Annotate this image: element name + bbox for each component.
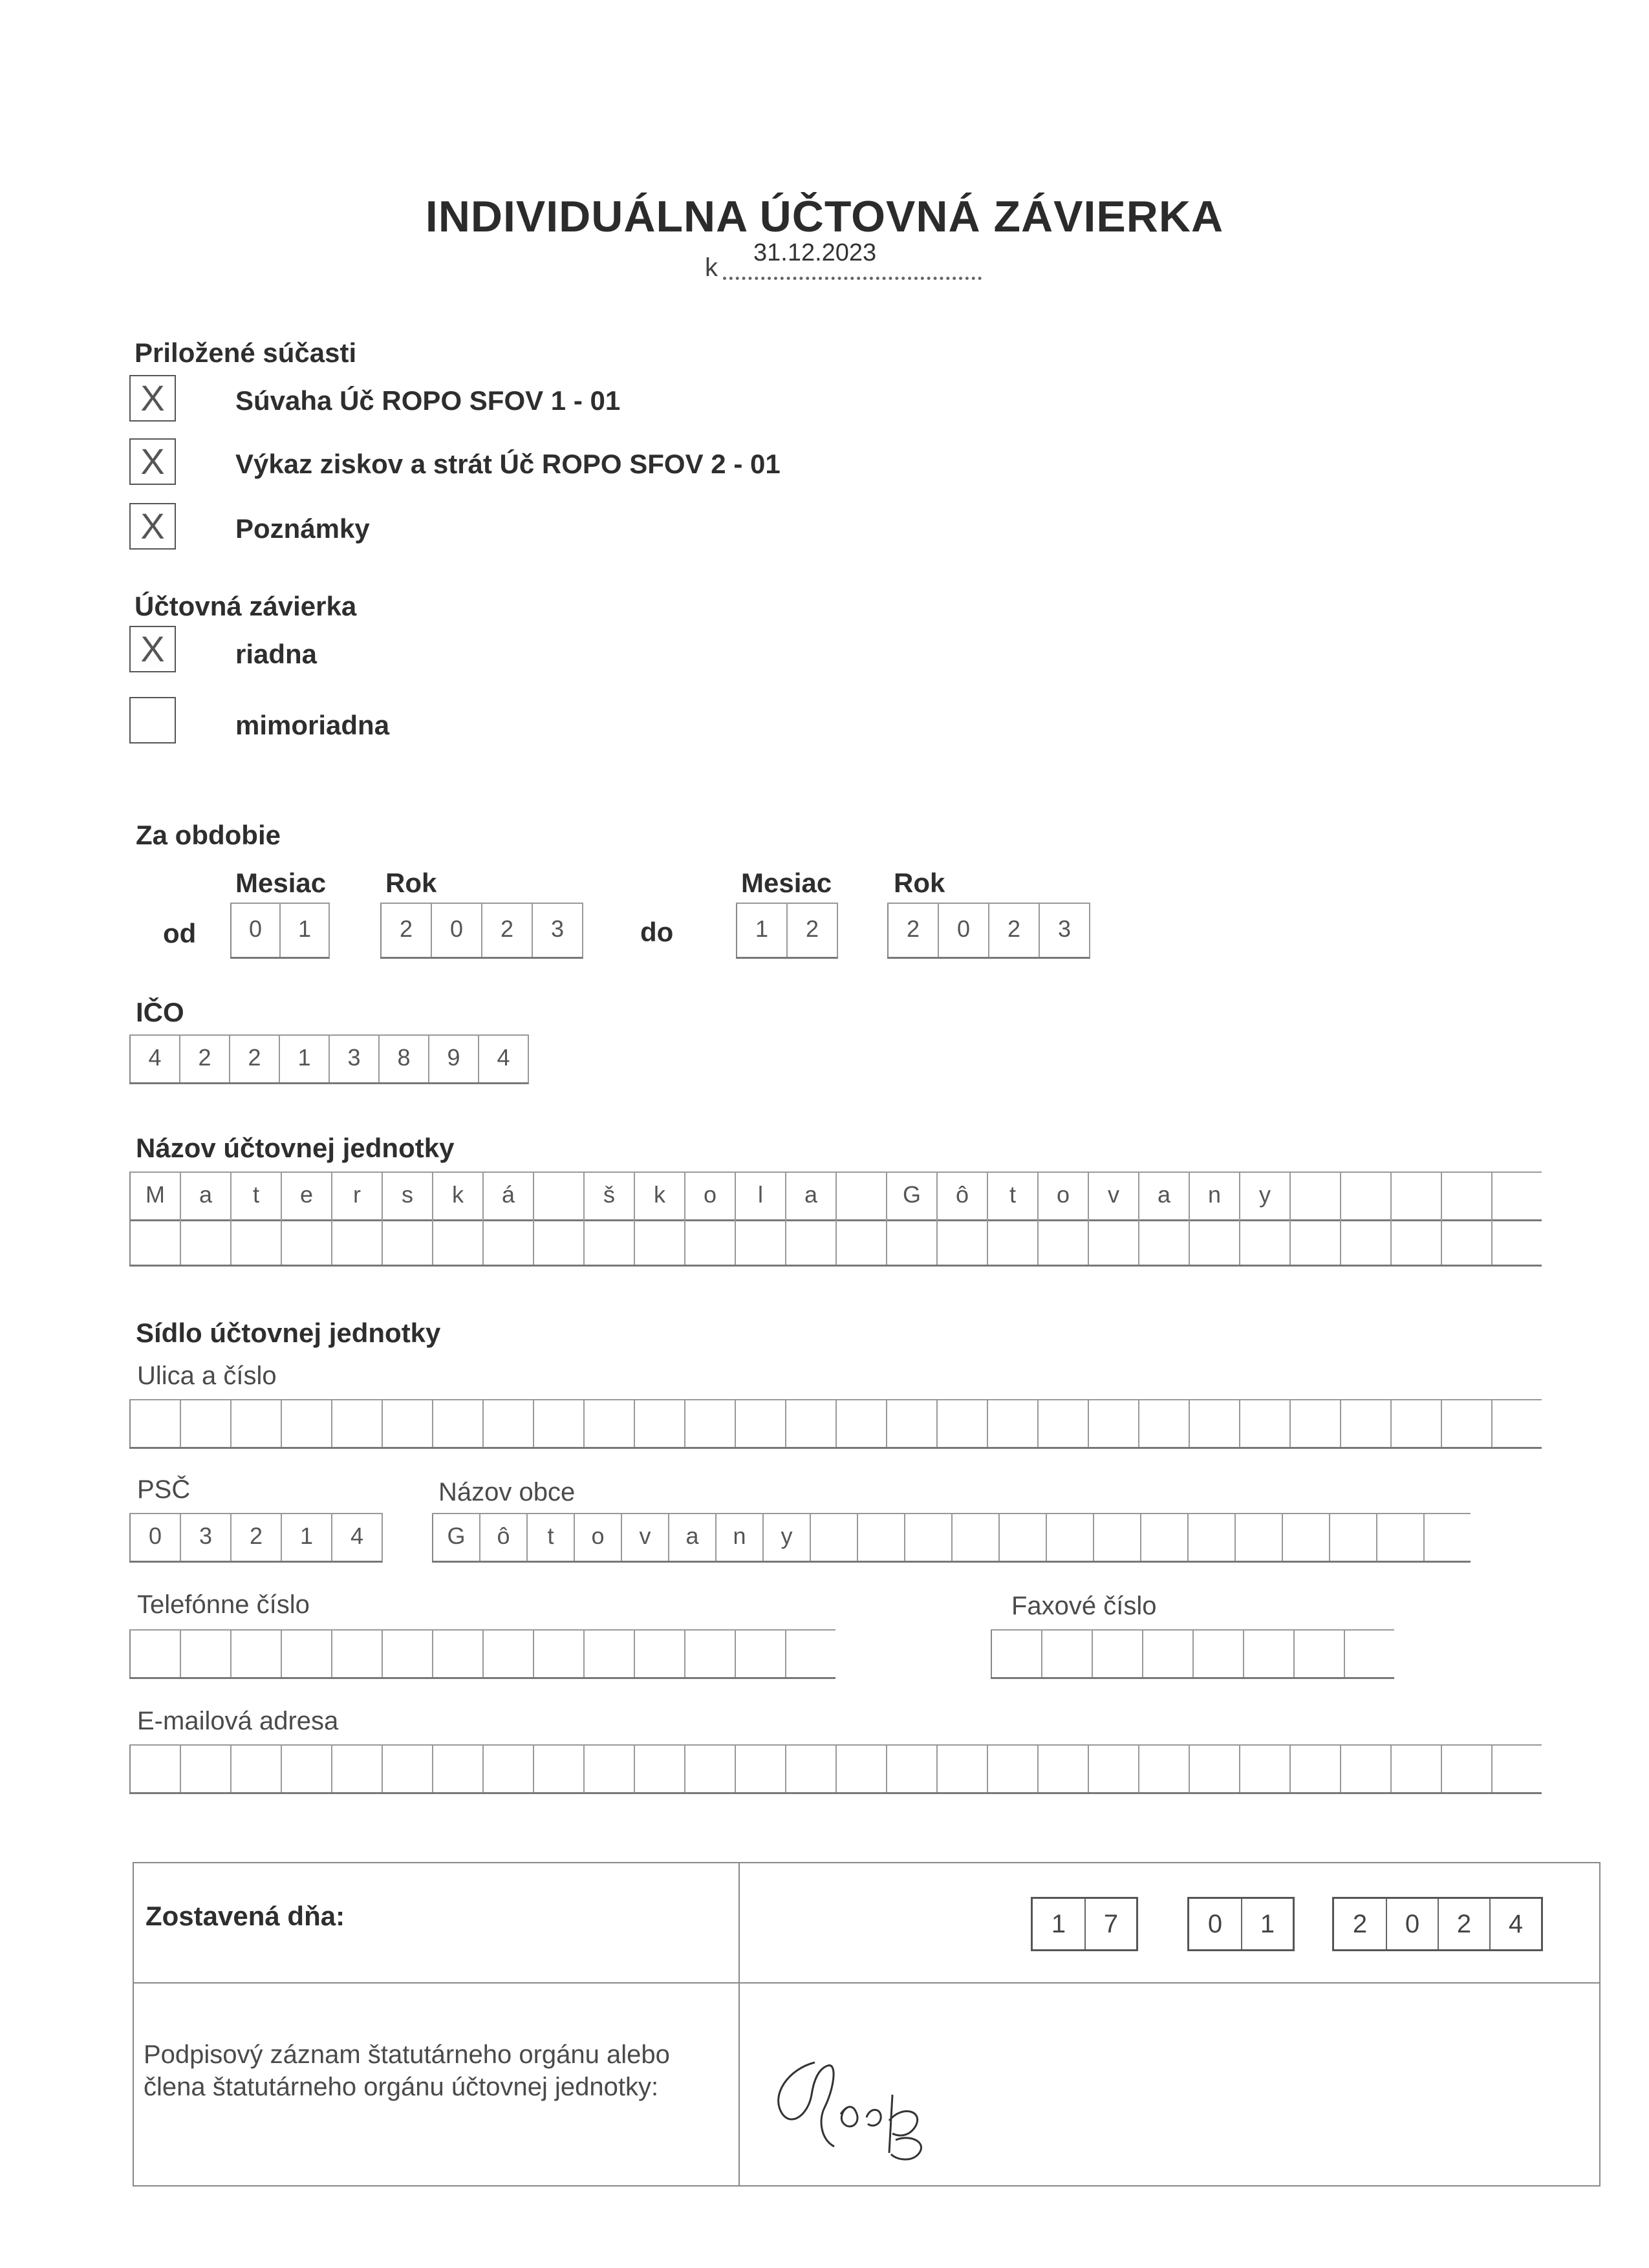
char-cell <box>1138 1400 1189 1447</box>
digit-cell: 3 <box>532 904 582 957</box>
char-cell: k <box>432 1173 482 1219</box>
char-cell <box>1491 1400 1542 1447</box>
fax-field[interactable] <box>991 1629 1394 1679</box>
char-cell <box>835 1746 886 1792</box>
char-cell <box>382 1746 432 1792</box>
footer-table-row-divider <box>133 1982 1600 1984</box>
char-cell <box>1037 1400 1088 1447</box>
char-cell <box>1189 1219 1239 1265</box>
char-cell <box>533 1746 583 1792</box>
digit-cell: 0 <box>1386 1899 1438 1949</box>
char-cell <box>886 1746 936 1792</box>
char-cell <box>331 1746 382 1792</box>
char-cell: á <box>482 1173 533 1219</box>
compiled-year[interactable] <box>1332 1897 1543 1951</box>
char-cell <box>1046 1514 1093 1561</box>
char-cell <box>1340 1173 1390 1219</box>
signature-image <box>763 2043 983 2172</box>
char-cell <box>936 1400 987 1447</box>
digit-cell: 0 <box>1207 1910 1223 1938</box>
period-to-month-label: Mesiac <box>741 868 832 898</box>
char-cell <box>583 1746 634 1792</box>
phone-field[interactable] <box>129 1629 835 1679</box>
char-cell <box>1423 1514 1471 1561</box>
closing-label-extraordinary: mimoriadna <box>235 710 390 740</box>
char-cell <box>1340 1400 1390 1447</box>
char-cell <box>331 1400 382 1447</box>
char-cell <box>1329 1514 1376 1561</box>
char-cell <box>1293 1631 1344 1677</box>
street-field[interactable] <box>129 1399 1542 1449</box>
char-cell: o <box>574 1514 621 1561</box>
char-cell: š <box>583 1173 634 1219</box>
char-cell: y <box>1239 1173 1289 1219</box>
char-cell <box>382 1631 432 1677</box>
char-cell <box>1289 1219 1340 1265</box>
char-cell: k <box>634 1173 684 1219</box>
digit-cell: 0 <box>230 904 279 957</box>
char-cell: 1 <box>281 1514 331 1561</box>
char-cell <box>1340 1219 1390 1265</box>
char-cell: 0 <box>129 1514 180 1561</box>
char-cell <box>835 1400 886 1447</box>
entity-name-row-1[interactable] <box>129 1171 1542 1221</box>
char-cell <box>785 1219 835 1265</box>
char-cell <box>1344 1631 1394 1677</box>
digit-cell: 2 <box>1352 1910 1368 1938</box>
char-cell <box>583 1400 634 1447</box>
char-cell: t <box>230 1173 281 1219</box>
char-cell <box>432 1746 482 1792</box>
char-cell: 4 <box>331 1514 382 1561</box>
char-cell <box>1390 1219 1441 1265</box>
psc-label: PSČ <box>137 1475 191 1504</box>
digit-cell: 0 <box>431 904 481 957</box>
char-cell <box>482 1400 533 1447</box>
period-to-month[interactable] <box>736 903 838 959</box>
char-cell <box>1282 1514 1329 1561</box>
char-cell: t <box>987 1173 1037 1219</box>
digit-cell: 3 <box>1039 904 1089 957</box>
char-cell <box>684 1746 735 1792</box>
period-to-year[interactable] <box>887 903 1090 959</box>
char-cell <box>886 1219 936 1265</box>
char-cell <box>432 1631 482 1677</box>
char-cell <box>886 1400 936 1447</box>
char-cell <box>735 1400 785 1447</box>
char-cell <box>735 1219 785 1265</box>
char-cell: a <box>785 1173 835 1219</box>
char-cell <box>1239 1400 1289 1447</box>
digit-cell: 4 <box>478 1036 528 1082</box>
char-cell <box>129 1400 180 1447</box>
digit-cell: 4 <box>129 1036 179 1082</box>
char-cell <box>1390 1400 1441 1447</box>
char-cell <box>129 1746 180 1792</box>
char-cell <box>382 1219 432 1265</box>
char-cell <box>1093 1514 1140 1561</box>
char-cell: y <box>762 1514 810 1561</box>
char-cell <box>1140 1514 1187 1561</box>
digit-cell: 1 <box>736 904 786 957</box>
char-cell <box>684 1219 735 1265</box>
digit-cell: 4 <box>1489 1899 1541 1949</box>
char-cell <box>1289 1173 1340 1219</box>
digit-cell: 2 <box>988 904 1039 957</box>
period-to-label: do <box>640 917 674 947</box>
digit-cell: 1 <box>279 904 329 957</box>
char-cell: G <box>432 1514 479 1561</box>
digit-cell: 1 <box>1051 1910 1066 1938</box>
char-cell <box>533 1400 583 1447</box>
char-cell <box>230 1631 281 1677</box>
street-label: Ulica a číslo <box>137 1362 277 1390</box>
closing-date-value[interactable]: 31.12.2023 <box>753 239 877 266</box>
char-cell <box>634 1219 684 1265</box>
char-cell <box>1138 1219 1189 1265</box>
char-cell <box>1289 1400 1340 1447</box>
period-from-label: od <box>163 918 197 948</box>
char-cell <box>1441 1219 1491 1265</box>
char-cell <box>810 1514 857 1561</box>
char-cell <box>533 1219 583 1265</box>
char-cell <box>583 1631 634 1677</box>
char-cell: n <box>1189 1173 1239 1219</box>
entity-name-row-2[interactable] <box>129 1219 1542 1267</box>
char-cell: a <box>180 1173 230 1219</box>
char-cell <box>987 1219 1037 1265</box>
attachment-checkbox-notes[interactable]: X <box>129 503 176 550</box>
date-dotted-line <box>723 277 982 280</box>
char-cell <box>684 1400 735 1447</box>
char-cell <box>1243 1631 1293 1677</box>
char-cell <box>951 1514 998 1561</box>
char-cell: 3 <box>180 1514 230 1561</box>
attachment-label-income-statement: Výkaz ziskov a strát Úč ROPO SFOV 2 - 01 <box>235 449 781 479</box>
char-cell <box>634 1631 684 1677</box>
char-cell <box>785 1631 835 1677</box>
digit-cell: 2 <box>380 904 431 957</box>
char-cell <box>1037 1746 1088 1792</box>
char-cell: v <box>1088 1173 1138 1219</box>
char-cell <box>1192 1631 1243 1677</box>
compiled-month[interactable] <box>1187 1897 1295 1951</box>
char-cell <box>180 1631 230 1677</box>
digit-cell: 8 <box>378 1036 428 1082</box>
city-field[interactable] <box>432 1513 1471 1563</box>
char-cell <box>1390 1173 1441 1219</box>
char-cell <box>634 1746 684 1792</box>
char-cell <box>1088 1746 1138 1792</box>
char-cell <box>1390 1746 1441 1792</box>
period-to-year-label: Rok <box>894 868 945 898</box>
char-cell <box>987 1746 1037 1792</box>
compiled-day[interactable] <box>1031 1897 1138 1951</box>
char-cell <box>1189 1400 1239 1447</box>
char-cell <box>1376 1514 1423 1561</box>
signature-label-line-1: Podpisový záznam štatutárneho orgánu alebo <box>144 2040 670 2069</box>
char-cell <box>482 1746 533 1792</box>
char-cell <box>1041 1631 1092 1677</box>
email-field[interactable] <box>129 1744 1542 1794</box>
char-cell <box>785 1746 835 1792</box>
char-cell <box>1289 1746 1340 1792</box>
char-cell <box>129 1219 180 1265</box>
char-cell <box>129 1631 180 1677</box>
char-cell <box>1491 1746 1542 1792</box>
digit-cell: 1 <box>279 1036 329 1082</box>
char-cell <box>281 1219 331 1265</box>
char-cell <box>1088 1400 1138 1447</box>
digit-cell: 2 <box>481 904 532 957</box>
char-cell <box>180 1400 230 1447</box>
char-cell: e <box>281 1173 331 1219</box>
ico-field[interactable] <box>129 1034 529 1084</box>
char-cell <box>180 1219 230 1265</box>
compiled-date-label: Zostavená dňa: <box>146 1901 345 1931</box>
char-cell: a <box>1138 1173 1189 1219</box>
char-cell: t <box>526 1514 574 1561</box>
char-cell <box>998 1514 1046 1561</box>
closing-type-heading: Účtovná závierka <box>135 591 357 621</box>
char-cell: n <box>715 1514 762 1561</box>
char-cell: ô <box>936 1173 987 1219</box>
char-cell <box>857 1514 904 1561</box>
char-cell <box>230 1219 281 1265</box>
page-title: INDIVIDUÁLNA ÚČTOVNÁ ZÁVIERKA <box>425 192 1224 241</box>
digit-cell: 3 <box>329 1036 378 1082</box>
char-cell <box>1239 1746 1289 1792</box>
period-from-month-label: Mesiac <box>235 868 327 898</box>
char-cell <box>1088 1219 1138 1265</box>
char-cell <box>1138 1746 1189 1792</box>
digit-cell: 2 <box>786 904 837 957</box>
char-cell <box>634 1400 684 1447</box>
char-cell <box>1037 1219 1088 1265</box>
char-cell <box>735 1631 785 1677</box>
attachment-checkbox-balance-sheet[interactable]: X <box>129 375 176 422</box>
char-cell <box>1092 1631 1142 1677</box>
char-cell <box>1491 1219 1542 1265</box>
digit-cell: 1 <box>1241 1899 1293 1949</box>
attachment-label-notes: Poznámky <box>235 513 370 544</box>
digit-cell: 7 <box>1084 1899 1136 1949</box>
char-cell <box>533 1631 583 1677</box>
char-cell: o <box>1037 1173 1088 1219</box>
digit-cell: 2 <box>179 1036 229 1082</box>
char-cell: a <box>668 1514 715 1561</box>
char-cell <box>432 1219 482 1265</box>
char-cell: M <box>129 1173 180 1219</box>
char-cell <box>281 1400 331 1447</box>
char-cell <box>281 1746 331 1792</box>
char-cell <box>991 1631 1041 1677</box>
footer-table-divider <box>738 1862 740 2187</box>
phone-label: Telefónne číslo <box>137 1590 310 1619</box>
char-cell <box>1187 1514 1234 1561</box>
entity-name-label: Názov účtovnej jednotky <box>136 1133 455 1163</box>
char-cell <box>533 1173 583 1219</box>
address-heading: Sídlo účtovnej jednotky <box>136 1318 441 1348</box>
char-cell <box>1491 1173 1542 1219</box>
char-cell <box>1234 1514 1282 1561</box>
date-prefix: k <box>705 253 718 282</box>
char-cell: G <box>886 1173 936 1219</box>
period-from-year-label: Rok <box>385 868 437 898</box>
char-cell <box>230 1400 281 1447</box>
char-cell <box>281 1631 331 1677</box>
signature-label-line-2: člena štatutárneho orgánu účtovnej jednotky: <box>144 2073 659 2101</box>
char-cell <box>1441 1400 1491 1447</box>
char-cell <box>835 1173 886 1219</box>
char-cell <box>785 1400 835 1447</box>
closing-checkbox-regular[interactable]: X <box>129 626 176 672</box>
city-label: Názov obce <box>438 1478 576 1506</box>
period-from-month[interactable] <box>230 903 330 959</box>
char-cell: r <box>331 1173 382 1219</box>
digit-cell: 9 <box>428 1036 478 1082</box>
psc-field[interactable] <box>129 1513 383 1563</box>
digit-cell: 2 <box>1438 1899 1489 1949</box>
char-cell: l <box>735 1173 785 1219</box>
attachments-heading: Priložené súčasti <box>135 337 357 368</box>
char-cell <box>936 1219 987 1265</box>
char-cell <box>1142 1631 1192 1677</box>
char-cell <box>482 1219 533 1265</box>
char-cell <box>684 1631 735 1677</box>
digit-cell: 2 <box>229 1036 279 1082</box>
char-cell <box>1340 1746 1390 1792</box>
char-cell <box>583 1219 634 1265</box>
char-cell <box>987 1400 1037 1447</box>
char-cell <box>1189 1746 1239 1792</box>
char-cell <box>382 1400 432 1447</box>
attachment-checkbox-income-statement[interactable]: X <box>129 438 176 485</box>
char-cell: o <box>684 1173 735 1219</box>
char-cell: ô <box>479 1514 526 1561</box>
fax-label: Faxové číslo <box>1011 1592 1157 1620</box>
char-cell: 2 <box>230 1514 281 1561</box>
char-cell <box>1441 1746 1491 1792</box>
char-cell <box>331 1631 382 1677</box>
char-cell <box>482 1631 533 1677</box>
period-heading: Za obdobie <box>136 820 281 850</box>
char-cell <box>432 1400 482 1447</box>
char-cell <box>1239 1219 1289 1265</box>
char-cell <box>331 1219 382 1265</box>
char-cell <box>1441 1173 1491 1219</box>
digit-cell: 2 <box>887 904 938 957</box>
ico-label: IČO <box>136 997 184 1027</box>
char-cell <box>936 1746 987 1792</box>
char-cell: v <box>621 1514 668 1561</box>
digit-cell: 0 <box>938 904 988 957</box>
period-from-year[interactable] <box>380 903 583 959</box>
closing-label-regular: riadna <box>235 639 318 669</box>
closing-checkbox-extraordinary[interactable] <box>129 697 176 744</box>
attachment-label-balance-sheet: Súvaha Úč ROPO SFOV 1 - 01 <box>235 385 621 416</box>
char-cell <box>230 1746 281 1792</box>
char-cell <box>835 1219 886 1265</box>
char-cell <box>735 1746 785 1792</box>
char-cell <box>180 1746 230 1792</box>
email-label: E-mailová adresa <box>137 1707 339 1735</box>
char-cell <box>904 1514 951 1561</box>
char-cell: s <box>382 1173 432 1219</box>
